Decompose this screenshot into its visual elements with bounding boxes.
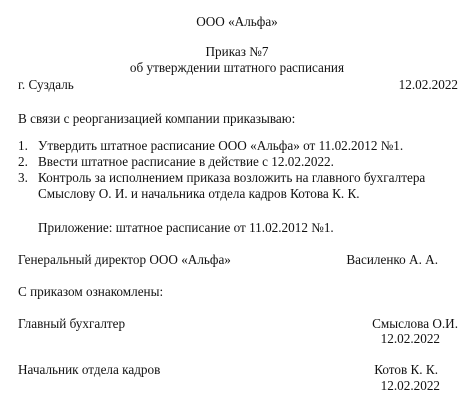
preamble: В связи с реорганизацией компании приказываю:	[18, 111, 296, 126]
order-item-text-continued: Смыслову О. И. и начальника отдела кадров Котова К. К.	[38, 186, 360, 201]
acknowledged-title: С приказом ознакомлены:	[18, 284, 164, 299]
signatory-name: Василенко А. А.	[346, 252, 438, 267]
attachment-note: Приложение: штатное расписание от 11.02.2012 №1.	[38, 220, 334, 235]
order-item-text: Контроль за исполнением приказа возложить на главного бухгалтера	[38, 170, 426, 185]
ack-date: 12.02.2022	[380, 378, 440, 393]
signatory-position: Генеральный директор ООО «Альфа»	[18, 252, 231, 267]
ack-name: Котов К. К.	[374, 362, 438, 377]
order-item-number: 3.	[18, 170, 28, 185]
ack-date: 12.02.2022	[380, 331, 440, 346]
order-item-text: Ввести штатное расписание в действие с 12.02.2022.	[38, 154, 334, 169]
ack-position: Главный бухгалтер	[18, 316, 126, 331]
order-item-number: 1.	[18, 138, 28, 153]
ack-position: Начальник отдела кадров	[18, 362, 161, 377]
order-item-text: Утвердить штатное расписание ООО «Альфа» от 11.02.2012 №1.	[38, 138, 404, 153]
ack-name: Смыслова О.И.	[372, 316, 458, 331]
order-title: Приказ №7	[205, 44, 269, 59]
order-subject: об утверждении штатного расписания	[129, 60, 345, 75]
order-date: 12.02.2022	[398, 77, 458, 92]
company-name: ООО «Альфа»	[196, 14, 278, 29]
city: г. Суздаль	[18, 77, 74, 92]
order-item-number: 2.	[18, 154, 28, 169]
